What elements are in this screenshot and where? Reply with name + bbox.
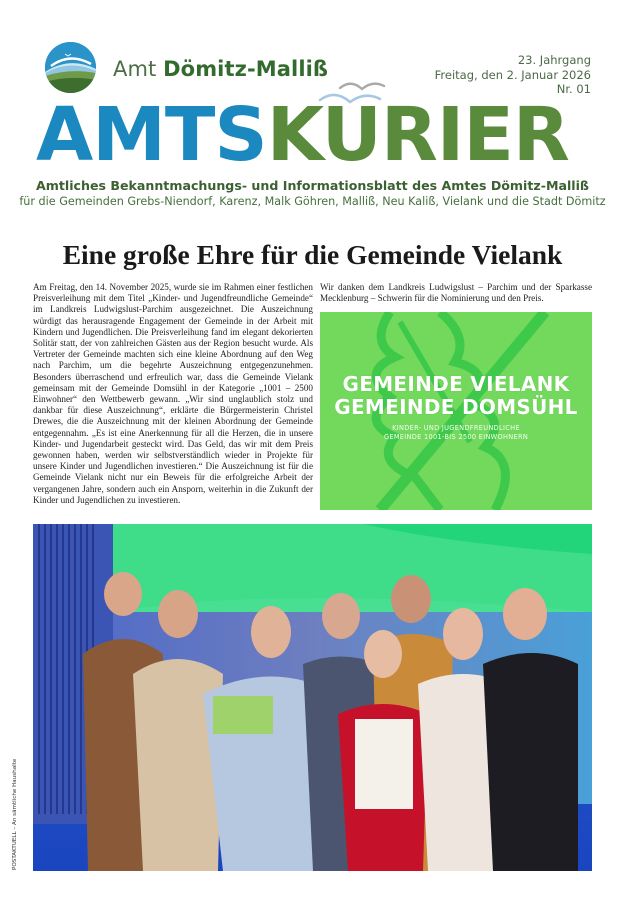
amt-logo	[45, 42, 96, 93]
org-title: Dömitz-Malliß	[163, 57, 329, 81]
issue-meta	[435, 53, 591, 97]
article-body-right: Wir danken dem Landkreis Ludwigslust – Parchim und der Sparkasse Mecklenburg – Schwerin für die Nominierung und den Preis.	[320, 282, 592, 304]
landscape-logo-icon	[45, 42, 96, 93]
award-sub-2: GEMEINDE 1001-BIS 2500 EINWOHNERN	[383, 433, 529, 441]
masthead	[36, 92, 592, 178]
masthead-amts: AMTS	[36, 92, 267, 178]
municipalities-line: für die Gemeinden Grebs-Niendorf, Karenz, Malk Göhren, Malliß, Neu Kaliß, Vielank und die Stadt Dömitz	[19, 195, 606, 208]
award-graphic	[320, 312, 592, 510]
masthead-kurier: KURIER	[266, 92, 569, 178]
award-subtitle	[320, 424, 592, 442]
group-photo	[33, 524, 592, 871]
issue-date: Freitag, den 2. Januar 2026	[434, 67, 591, 82]
award-sub-1: KINDER- UND JUGENDFREUNDLICHE	[392, 424, 520, 432]
article-headline: Eine große Ehre für die Gemeinde Vielank	[62, 239, 563, 270]
volume: 23. Jahrgang	[517, 53, 591, 67]
postal-note: POSTAKTUELL – An sämtliche Haushalte	[12, 758, 18, 870]
org-name	[113, 57, 328, 81]
award-line-1: GEMEINDE VIELANK	[342, 372, 570, 396]
award-title	[320, 373, 592, 419]
article-body-left: Am Freitag, den 14. November 2025, wurde sie im Rahmen einer festlichen Preisverleihung mit dem Titel „Kinder- und Jugendfreundliche Gemeinde“ im Landkreis Ludwigslust-Parchim ausgezeichnet. Die Auszeichnung würdigt das herausragende Engagement der Gemeinde in der Arbeit mit Kindern und Jugendlichen. Die Preisverleihung fand im elegant dekorierten Solitär statt, der von zahlreichen Gästen aus der Region besucht wurde. Als Vertreter der Gemeinde machten sich eine kleine Abordnung auf den Weg nach Parchim, um die begehrte Auszeichnung entgegenzunehmen. Besonders überraschend und erfreulich war, dass die Gemeinde Vielank gemeinsam mit der Gemeinde Domsühl in der Kategorie „1001 – 2500 Einwohner“ den Wettbewerb gewann. „Wir sind unglaublich stolz und dankbar für diese Auszeichnung“, erklärte die Bürgermeisterin Christel Drewes, die die Auszeichnung mit der kleinen Abordnung der Gemeinde entgegennahm. „Es ist eine Anerkennung für all die Herzen, die in unsere Kinder- und Jugendarbeit gesteckt wird. Das Geld, das wir mit dem Preis gewonnen haben, werden wir selbstverständlich wieder in Projekte für unsere Kinder und Jugendlichen investieren.“ Die Auszeichnung ist für die Gemeinde Vielank nicht nur ein Beweis für die erfolgreiche Arbeit der vergangenen Jahre, sondern auch ein Ansporn, weiterhin in die Zukunft der Kinder und Jugendlichen zu investieren.	[33, 282, 313, 505]
org-prefix: Amt	[113, 57, 157, 81]
group-photo-image	[33, 524, 592, 871]
publication-subtitle: Amtliches Bekanntmachungs- und Informationsblatt des Amtes Dömitz-Malliß	[35, 178, 589, 193]
issue-number: Nr. 01	[556, 82, 591, 96]
award-line-2: GEMEINDE DOMSÜHL	[334, 395, 578, 419]
